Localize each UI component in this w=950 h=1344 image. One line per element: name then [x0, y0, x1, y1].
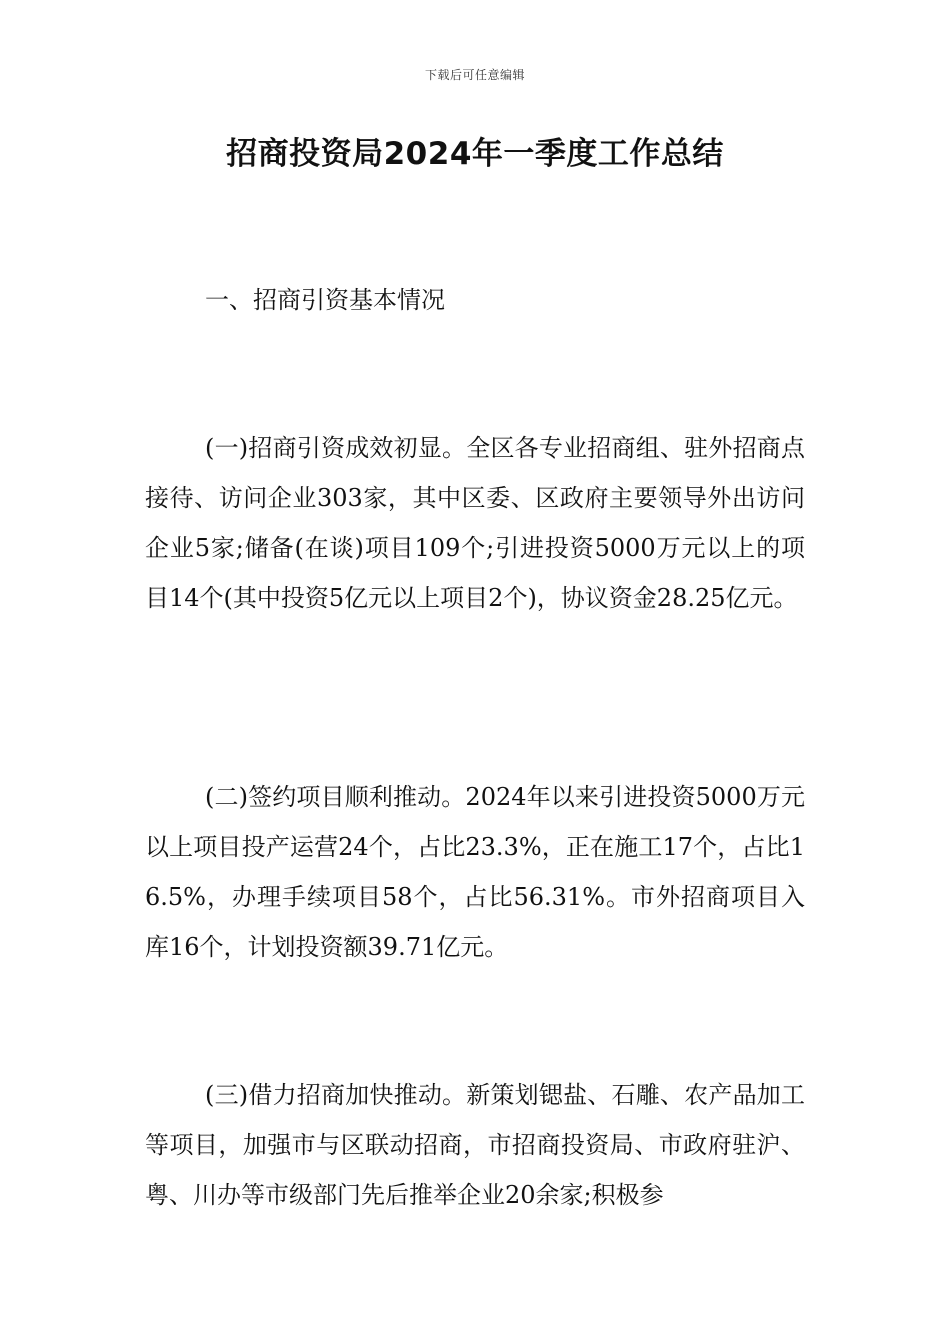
section-heading: 一、招商引资基本情况	[205, 286, 445, 314]
header-note: 下载后可任意编辑	[424, 68, 525, 82]
document-title: 招商投资局2024年一季度工作总结	[226, 136, 724, 172]
paragraph-2: (二)签约项目顺利推动。2024年以来引进投资5000万元以上项目投产运营24个，占比23.3%，正在施工17个，占比16.5%，办理手续项目58个，占比56.31%。市外招商项目入库16个，计划投资额39.71亿元。	[145, 783, 805, 961]
paragraph-1: (一)招商引资成效初显。全区各专业招商组、驻外招商点接待、访问企业303家，其中区委、区政府主要领导外出访问企业5家;储备(在谈)项目109个;引进投资5000万元以上的项目14个(其中投资5亿元以上项目2个)，协议资金28.25亿元。	[145, 434, 805, 612]
paragraph-3: (三)借力招商加快推动。新策划锶盐、石雕、农产品加工等项目，加强市与区联动招商，市招商投资局、市政府驻沪、粤、川办等市级部门先后推举企业20余家;积极参	[145, 1081, 805, 1209]
